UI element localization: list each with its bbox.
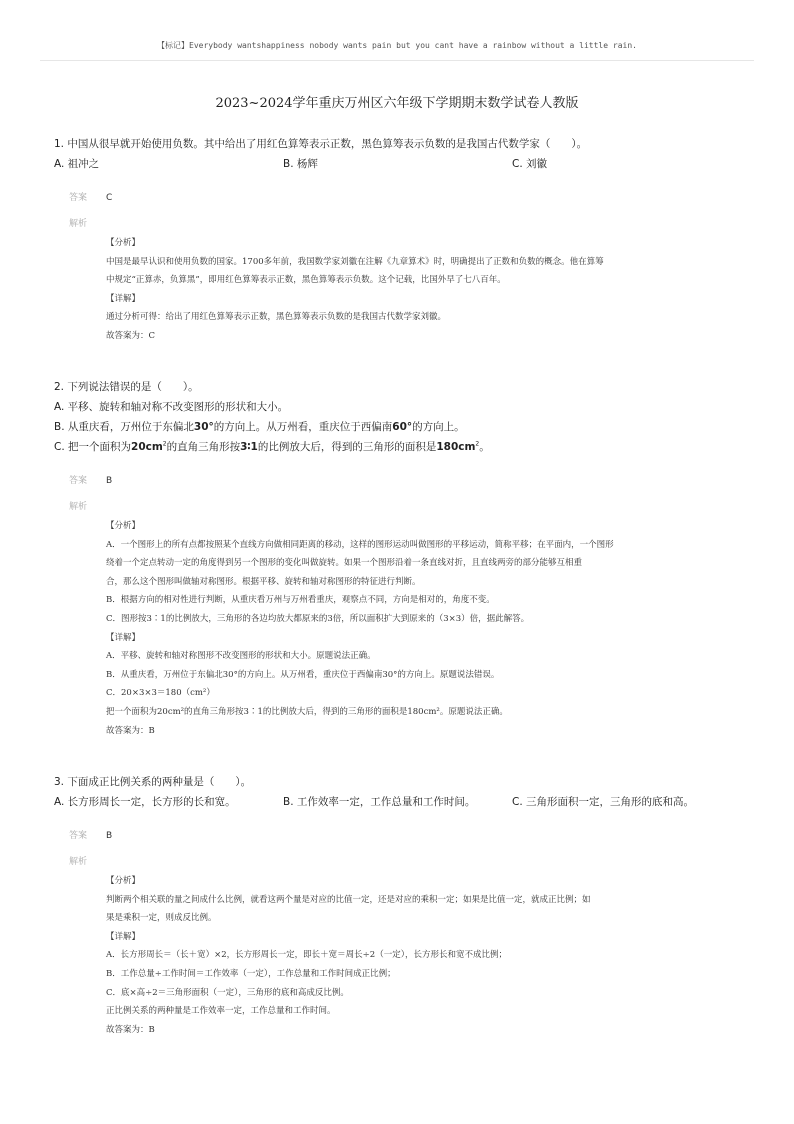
- answer-label: 答案: [69, 476, 88, 486]
- analysis-line: 故答案为：B: [106, 1024, 155, 1035]
- analysis-line: 合，那么这个图形叫做轴对称图形。根据平移、旋转和轴对称图形的特征进行判断。: [106, 576, 421, 587]
- analysis-block: [106, 872, 718, 1039]
- analysis-line: B．从重庆看，万州位于东偏北30°的方向上。从万州看，重庆位于西偏南30°的方向上。原题说法错误。: [106, 669, 500, 680]
- analysis-line: A．平移、旋转和轴对称图形不改变图形的形状和大小。原题说法正确。: [106, 651, 376, 662]
- analysis-line: 【详解】: [106, 632, 141, 643]
- analysis-line: 【分析】: [106, 238, 141, 248]
- option-text: B. 从重庆看，万州位于东偏北: [54, 421, 194, 433]
- analysis-block: [106, 517, 718, 740]
- answer-value: B: [106, 831, 113, 841]
- answer-label: 答案: [69, 831, 88, 841]
- analysis-line: 【分析】: [106, 521, 141, 531]
- analysis-line: C．底×高÷2＝三角形面积（一定），三角形的底和高成反比例。: [106, 987, 349, 998]
- analysis-line: C．图形按3∶1的比例放大，三角形的各边均放大都原来的3倍，所以面积扩大到原来的（3×3）倍，据此解答。: [106, 613, 530, 624]
- superscript: 2: [475, 440, 480, 448]
- header-note: 【标记】Everybody wantshappiness nobody wants pain but you cant have a rainbow without a little rain.: [157, 41, 637, 50]
- analysis-line: C．20×3×3＝180（cm²）: [106, 688, 215, 699]
- option-c[interactable]: C. 三角形面积一定，三角形的底和高。: [512, 796, 695, 808]
- question-2: [54, 377, 744, 740]
- options-row: [54, 154, 744, 174]
- analysis-line: 把一个面积为20cm²的直角三角形按3∶1的比例放大后，得到的三角形的面积是180cm²。原题说法正确。: [106, 706, 508, 717]
- analysis-line: 故答案为：B: [106, 725, 155, 736]
- question-1: [54, 134, 744, 346]
- option-c[interactable]: [54, 437, 744, 457]
- analysis-line: 故答案为：C: [106, 330, 156, 341]
- question-stem: 2. 下列说法错误的是（ ）。: [54, 381, 199, 393]
- option-text: 的直角三角形按: [166, 441, 241, 453]
- option-b[interactable]: [54, 417, 744, 437]
- analysis-label: 解析: [69, 219, 88, 229]
- option-a[interactable]: A. 长方形周长一定，长方形的长和宽。: [54, 796, 236, 808]
- header-divider: [40, 60, 754, 61]
- analysis-line: 中规定“正算赤，负算黑”，即用红色算筹表示正数，黑色算筹表示负数。这个记载，比国外早了七八百年。: [106, 275, 506, 286]
- angle-value: 60°: [392, 421, 413, 433]
- option-b[interactable]: B. 杨辉: [283, 158, 318, 170]
- answer-value: C: [106, 193, 113, 203]
- analysis-block: [106, 234, 718, 346]
- option-b[interactable]: B. 工作效率一定，工作总量和工作时间。: [283, 796, 476, 808]
- ratio-value: 3∶1: [240, 441, 258, 453]
- answer-row: [54, 188, 744, 208]
- analysis-line: 绕着一个定点转动一定的角度得到另一个图形的变化叫做旋转。如果一个图形沿着一条直线对折，且直线两旁的部分能够互相重: [106, 558, 583, 569]
- area-value: 180cm: [436, 441, 476, 453]
- analysis-label: 解析: [69, 502, 88, 512]
- option-text: C. 把一个面积为: [54, 441, 132, 453]
- option-text: 的比例放大后，得到的三角形的面积是: [257, 441, 437, 453]
- analysis-line: A．一个图形上的所有点都按照某个直线方向做相同距离的移动，这样的图形运动叫做图形的平移运动，简称平移；在平面内，一个图形: [106, 539, 614, 550]
- superscript: 2: [162, 440, 167, 448]
- analysis-line: 果是乘积一定，则成反比例。: [106, 913, 217, 924]
- answer-value: B: [106, 476, 113, 486]
- analysis-line: B．根据方向的相对性进行判断，从重庆看万州与万州看重庆，观察点不同，方向是相对的，角度不变。: [106, 595, 495, 606]
- option-c[interactable]: C. 刘徽: [512, 158, 548, 170]
- option-text: 的方向上。从万州看，重庆位于西偏南: [213, 421, 393, 433]
- angle-value: 30°: [193, 421, 214, 433]
- option-text: 。: [479, 441, 490, 453]
- analysis-label: 解析: [69, 857, 88, 867]
- question-stem: 3. 下面成正比例关系的两种量是（ ）。: [54, 776, 252, 788]
- question-stem: 1. 中国从很早就开始使用负数。其中给出了用红色算筹表示正数，黑色算筹表示负数的是我国古代数学家（ ）。: [54, 138, 588, 150]
- analysis-line: B．工作总量÷工作时间＝工作效率（一定），工作总量和工作时间成正比例；: [106, 968, 396, 979]
- analysis-line: 通过分析可得：给出了用红色算筹表示正数，黑色算筹表示负数的是我国古代数学家刘徽。: [106, 312, 447, 323]
- analysis-line: 【详解】: [106, 293, 141, 304]
- analysis-line: A．长方形周长＝（长＋宽）×2，长方形周长一定，即长＋宽＝周长÷2（一定），长方形长和宽不成比例；: [106, 950, 507, 961]
- area-value: 20cm: [131, 441, 163, 453]
- answer-row: [54, 471, 744, 491]
- option-a[interactable]: A. 平移、旋转和轴对称不改变图形的形状和大小。: [54, 401, 289, 413]
- analysis-line: 【分析】: [106, 876, 141, 886]
- answer-label: 答案: [69, 193, 88, 203]
- analysis-line: 正比例关系的两种量是工作效率一定，工作总量和工作时间。: [106, 1006, 336, 1017]
- analysis-line: 判断两个相关联的量之间成什么比例，就看这两个量是对应的比值一定，还是对应的乘积一定；如果是比值一定，就成正比例；如: [106, 894, 591, 905]
- options-row: [54, 792, 744, 812]
- option-a[interactable]: A. 祖冲之: [54, 158, 100, 170]
- analysis-line: 【详解】: [106, 931, 141, 942]
- page-title: 2023~2024学年重庆万州区六年级下学期期末数学试卷人教版: [215, 96, 579, 111]
- option-text: 的方向上。: [412, 421, 465, 433]
- answer-row: [54, 826, 744, 846]
- analysis-line: 中国是最早认识和使用负数的国家。1700多年前，我国数学家刘徽在注解《九章算术》时，明确提出了正数和负数的概念。他在算筹: [106, 256, 604, 267]
- question-3: [54, 772, 744, 1039]
